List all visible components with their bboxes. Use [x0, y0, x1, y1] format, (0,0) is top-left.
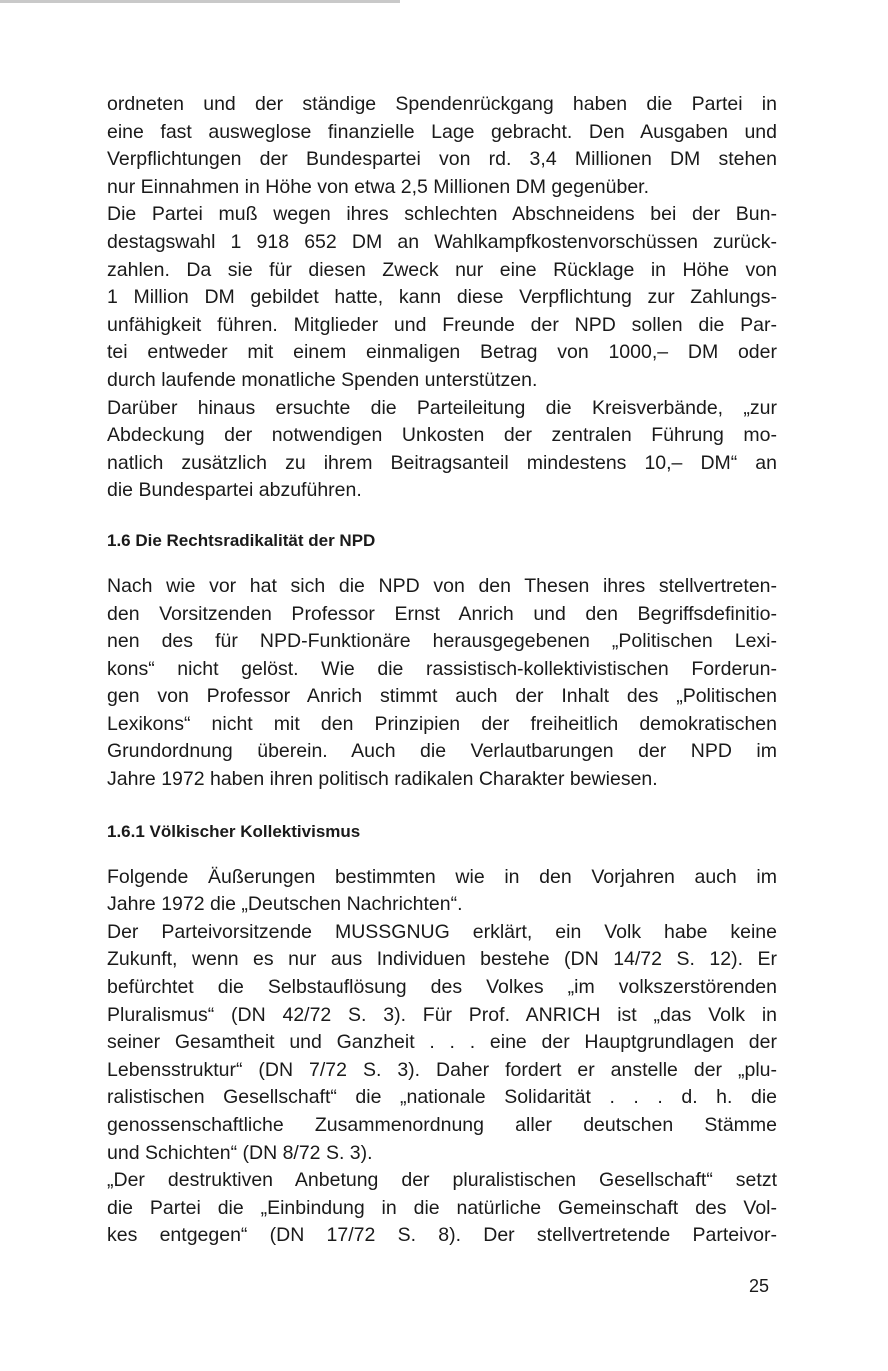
text-line: Nach wie vor hat sich die NPD von den Thesen ihres stellvertreten-: [107, 574, 777, 597]
text-line: befürchtet die Selbstauflösung des Volkes „im volkszerstörenden: [107, 976, 777, 999]
text-line: Lebensstruktur“ (DN 7/72 S. 3). Daher fordert er anstelle der „plu-: [107, 1058, 777, 1081]
text-line: nen des für NPD-Funktionäre herausgegebenen „Politischen Lexi-: [107, 630, 777, 653]
page-number: 25: [749, 1276, 770, 1296]
text-line: nur Einnahmen in Höhe von etwa 2,5 Millionen DM gegenüber.: [107, 175, 650, 198]
text-line: die Bundespartei abzuführen.: [107, 479, 362, 502]
paragraph-radicalism: [107, 573, 777, 794]
text-line: Pluralismus“ (DN 42/72 S. 3). Für Prof. ANRICH ist „das Volk in: [107, 1003, 777, 1026]
text-line: den Vorsitzenden Professor Ernst Anrich und den Begriffsdefinitio-: [107, 602, 777, 625]
text-line: Jahre 1972 die „Deutschen Nachrichten“.: [107, 893, 463, 916]
text-line: unfähigkeit führen. Mitglieder und Freunde der NPD sollen die Par-: [107, 313, 777, 336]
text-line: kons“ nicht gelöst. Wie die rassistisch-kollektivistischen Forderun-: [107, 657, 777, 680]
paragraph-finances: [107, 91, 777, 505]
text-line: seiner Gesamtheit und Ganzheit . . . eine der Hauptgrundlagen der: [107, 1031, 777, 1054]
text-line: zahlen. Da sie für diesen Zweck nur eine Rücklage in Höhe von: [107, 258, 777, 281]
text-line: ralistischen Gesellschaft“ die „nationale Solidarität . . . d. h. die: [107, 1086, 777, 1109]
text-line: Zukunft, wenn es nur aus Individuen bestehe (DN 14/72 S. 12). Er: [107, 948, 777, 971]
text-line: natlich zusätzlich zu ihrem Beitragsanteil mindestens 10,– DM“ an: [107, 451, 777, 474]
text-line: Abdeckung der notwendigen Unkosten der zentralen Führung mo-: [107, 424, 777, 447]
text-line: die Partei die „Einbindung in die natürliche Gemeinschaft des Vol-: [107, 1196, 777, 1219]
text-line: Der Parteivorsitzende MUSSGNUG erklärt, ein Volk habe keine: [107, 920, 777, 943]
subsection-heading: 1.6.1 Völkischer Kollektivismus: [107, 821, 361, 841]
text-line: Folgende Äußerungen bestimmten wie in den Vorjahren auch im: [107, 865, 777, 888]
paragraph-collectivism: [107, 864, 777, 1250]
text-line: durch laufende monatliche Spenden unterstützen.: [107, 368, 538, 391]
text-line: und Schichten“ (DN 8/72 S. 3).: [107, 1141, 373, 1164]
text-line: Jahre 1972 haben ihren politisch radikalen Charakter bewiesen.: [107, 768, 658, 791]
text-line: destagswahl 1 918 652 DM an Wahlkampfkostenvorschüssen zurück-: [107, 230, 777, 253]
text-line: genossenschaftliche Zusammenordnung aller deutschen Stämme: [107, 1114, 777, 1136]
text-line: eine fast ausweglose finanzielle Lage gebracht. Den Ausgaben und: [107, 120, 777, 143]
text-line: Verpflichtungen der Bundespartei von rd. 3,4 Millionen DM stehen: [107, 148, 777, 171]
text-line: Lexikons“ nicht mit den Prinzipien der freiheitlich demokratischen: [107, 712, 777, 735]
text-line: Grundordnung überein. Auch die Verlautbarungen der NPD im: [107, 740, 777, 763]
section-heading: 1.6 Die Rechtsradikalität der NPD: [107, 530, 376, 550]
text-line: kes entgegen“ (DN 17/72 S. 8). Der stellvertretende Parteivor-: [107, 1224, 777, 1247]
page-body: [107, 91, 777, 1250]
text-line: tei entweder mit einem einmaligen Betrag von 1000,– DM oder: [107, 341, 777, 364]
text-line: ordneten und der ständige Spendenrückgang haben die Partei in: [107, 93, 777, 115]
text-line: 1 Million DM gebildet hatte, kann diese Verpflichtung zur Zahlungs-: [107, 286, 777, 309]
text-line: „Der destruktiven Anbetung der pluralistischen Gesellschaft“ setzt: [107, 1169, 777, 1192]
scan-edge-rule: [0, 0, 400, 3]
text-line: gen von Professor Anrich stimmt auch der Inhalt des „Politischen: [107, 685, 777, 708]
text-line: Die Partei muß wegen ihres schlechten Abschneidens bei der Bun-: [107, 203, 777, 226]
text-line: Darüber hinaus ersuchte die Parteileitung die Kreisverbände, „zur: [107, 396, 777, 419]
